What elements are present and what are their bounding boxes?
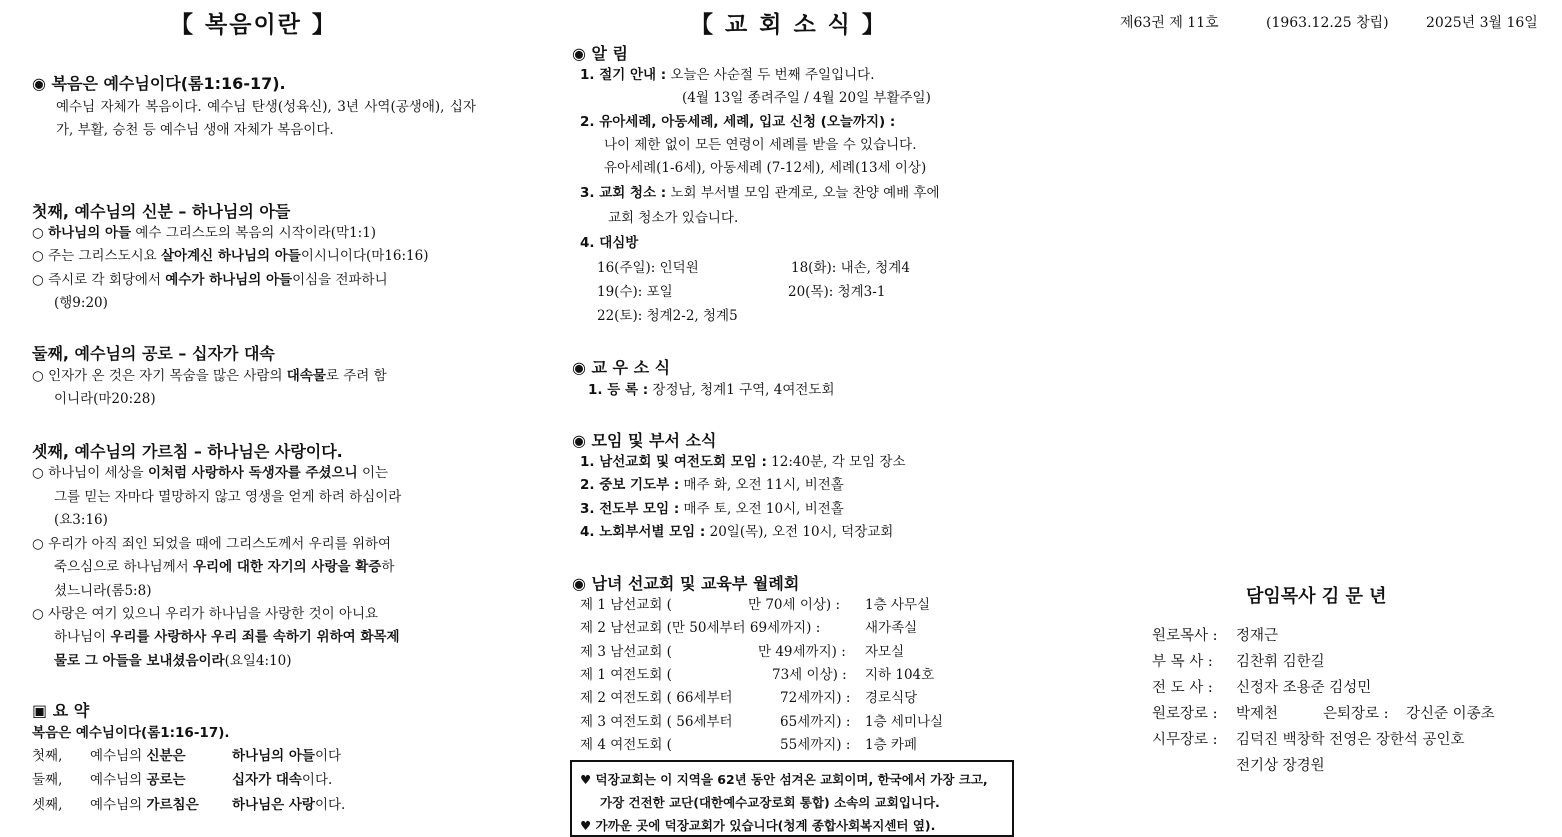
box-line: ♥ 가까운 곳에 덕장교회가 있습니다(청계 종합사회복지센터 옆).	[580, 818, 936, 833]
gospel-intro: 예수님 자체가 복음이다. 예수님 탄생(성육신), 3년 사역(공생애), 십자가, 부활, 승천 등 예수님 생애 자체가 복음이다.	[56, 99, 476, 138]
staff-label: 전 도 사 :	[1152, 680, 1213, 696]
monthly-row-age: 72세까지) :	[780, 690, 851, 706]
member-heading: ◉ 교 우 소 식	[572, 358, 671, 377]
summary-line: 둘째,	[32, 772, 63, 788]
notice-item: 3. 교회 청소 : 노회 부서별 모임 관계로, 오늘 찬양 예배 후에	[580, 185, 940, 201]
summary-line: 하나님은 사랑이다.	[232, 797, 346, 813]
summary-line: 복음은 예수님이다(롬1:16-17).	[32, 725, 230, 741]
summary-heading: ▣ 요 약	[32, 701, 90, 720]
notice-item: 1. 절기 안내 : 오늘은 사순절 두 번째 주일입니다.	[580, 67, 875, 83]
visit-item: 19(수): 포일	[597, 284, 673, 300]
visit-item: 18(화): 내손, 청계4	[791, 260, 910, 276]
third-heading: 셋째, 예수님의 가르침 – 하나님은 사랑이다.	[32, 442, 343, 461]
verse-ref: 셨느니라(롬5:8)	[54, 583, 152, 599]
verse-line: ○ 인자가 온 것은 자기 목숨을 많은 사람의 대속물로 주려 함	[32, 368, 387, 384]
box-line: ♥ 덕장교회는 이 지역을 62년 동안 섬겨온 교회이며, 한국에서 가장 크고,	[580, 772, 988, 787]
staff-label: 원로장로 :	[1152, 706, 1218, 722]
monthly-row-age: 55세까지) :	[780, 737, 851, 753]
monthly-row-place: 경로식당	[865, 690, 918, 706]
verse-line: 죽으심으로 하나님께서 우리에 대한 자기의 사랑을 확증하	[54, 559, 395, 575]
staff-names: 강신준 이종초	[1406, 706, 1495, 722]
gospel-heading: ◉ 복음은 예수님이다(롬1:16-17).	[32, 74, 286, 93]
monthly-row-name: 제 1 여전도회 (	[580, 667, 672, 683]
notice-sub: 나이 제한 없이 모든 연령이 세례를 받을 수 있습니다.	[604, 137, 917, 153]
gospel-title: 【 복음이란 】	[170, 11, 337, 38]
monthly-row-name: 제 3 남선교회 (	[580, 644, 672, 660]
monthly-row-age: 만 70세 이상) :	[748, 597, 841, 613]
staff-names: 신정자 조용준 김성민	[1236, 680, 1372, 696]
verse-line: 하나님이 우리를 사랑하사 우리 죄를 속하기 위하여 화목제	[54, 629, 400, 645]
visit-item: 20(목): 청계3-1	[788, 284, 886, 300]
group-item: 2. 중보 기도부 : 매주 화, 오전 11시, 비전홀	[580, 477, 844, 493]
staff-names: 박제천	[1236, 706, 1279, 722]
member-item: 1. 등 록 : 장정남, 청계1 구역, 4여전도회	[588, 382, 835, 398]
notice-item: 2. 유아세례, 아동세례, 세례, 입교 신청 (오늘까지) :	[580, 114, 896, 130]
monthly-row-place: 자모실	[865, 644, 905, 660]
group-item: 1. 남선교회 및 여전도회 모임 : 12:40분, 각 모임 장소	[580, 454, 906, 470]
verse-line: ○ 하나님의 아들 예수 그리스도의 복음의 시작이라(막1:1)	[32, 225, 377, 241]
box-line: 가장 건전한 교단(대한예수교장로회 통합) 소속의 교회입니다.	[600, 795, 940, 810]
verse-line: 그를 믿는 자마다 멸망하지 않고 영생을 얻게 하려 하심이라	[54, 489, 402, 505]
monthly-row-place: 새가족실	[865, 620, 918, 636]
summary-line: 예수님의 신분은	[90, 748, 186, 764]
volume-number: 제63권 제 11호	[1120, 15, 1219, 31]
monthly-row-place: 1층 사무실	[865, 597, 931, 613]
staff-label: 부 목 사 :	[1152, 654, 1213, 670]
notice-sub: 교회 청소가 있습니다.	[608, 210, 739, 226]
second-heading: 둘째, 예수님의 공로 – 십자가 대속	[32, 344, 275, 363]
staff-names: 김찬휘 김한길	[1236, 654, 1325, 670]
founded-date: (1963.12.25 창립)	[1266, 15, 1389, 31]
verse-ref: 이니라(마20:28)	[54, 391, 156, 407]
visit-item: 16(주일): 인덕원	[597, 260, 699, 276]
summary-line: 예수님의 공로는	[90, 772, 186, 788]
summary-line: 하나님의 아들이다	[232, 748, 342, 764]
staff-label: 시무장로 :	[1152, 732, 1218, 748]
notice-heading: ◉ 알 림	[572, 44, 629, 63]
group-item: 3. 전도부 모임 : 매주 토, 오전 10시, 비전홀	[580, 501, 844, 517]
verse-ref: (요3:16)	[54, 512, 108, 528]
monthly-row-name: 제 3 여전도회 ( 56세부터	[580, 714, 733, 730]
verse-line: ○ 사랑은 여기 있으니 우리가 하나님을 사랑한 것이 아니요	[32, 606, 379, 622]
verse-line: ○ 우리가 아직 죄인 되었을 때에 그리스도께서 우리를 위하여	[32, 536, 392, 552]
verse-line: ○ 즉시로 각 회당에서 예수가 하나님의 아들이심을 전파하니	[32, 272, 388, 288]
monthly-heading: ◉ 남녀 선교회 및 교육부 월례회	[572, 574, 800, 593]
monthly-row-name: 제 2 남선교회 (만 50세부터 69세까지) :	[580, 620, 821, 636]
staff-label: 원로목사 :	[1152, 628, 1218, 644]
summary-line: 십자가 대속이다.	[232, 772, 333, 788]
monthly-row-age: 만 49세까지) :	[758, 644, 846, 660]
monthly-row-place: 지하 104호	[865, 667, 935, 683]
monthly-row-name: 제 2 여전도회 ( 66세부터	[580, 690, 733, 706]
monthly-row-age: 65세까지) :	[780, 714, 851, 730]
notice-item: 4. 대심방	[580, 235, 639, 251]
notice-sub: 유아세례(1-6세), 아동세례 (7-12세), 세례(13세 이상)	[604, 160, 927, 176]
staff-names: 정재근	[1236, 628, 1279, 644]
summary-line: 예수님의 가르침은	[90, 797, 199, 813]
staff-label: 은퇴장로 :	[1323, 706, 1389, 722]
church-intro-box	[570, 760, 1014, 837]
verse-line: ○ 하나님이 세상을 이처럼 사랑하사 독생자를 주셨으니 이는	[32, 465, 389, 481]
verse-ref: (행9:20)	[54, 295, 108, 311]
verse-line: 물로 그 아들을 보내셨음이라(요일4:10)	[54, 653, 292, 669]
staff-names: 김덕진 백창학 전영은 장한석 공인호	[1236, 732, 1465, 748]
notice-sub: (4월 13일 종려주일 / 4월 20일 부활주일)	[682, 90, 931, 106]
group-heading: ◉ 모임 및 부서 소식	[572, 431, 717, 450]
summary-line: 첫째,	[32, 748, 63, 764]
summary-line: 셋째,	[32, 797, 63, 813]
news-title: 【 교 회 소 식 】	[690, 11, 887, 38]
visit-item: 22(토): 청계2-2, 청계5	[597, 308, 738, 324]
bulletin-date: 2025년 3월 16일	[1426, 15, 1538, 31]
group-item: 4. 노회부서별 모임 : 20일(목), 오전 10시, 덕장교회	[580, 524, 894, 540]
monthly-row-name: 제 1 남선교회 (	[580, 597, 672, 613]
monthly-row-place: 1층 카페	[865, 737, 918, 753]
senior-pastor: 담임목사 김 문 년	[1246, 586, 1387, 607]
verse-line: ○ 주는 그리스도시요 살아계신 하나님의 아들이시니이다(마16:16)	[32, 248, 429, 264]
monthly-row-place: 1층 세미나실	[865, 714, 944, 730]
staff-names: 전기상 장경원	[1236, 758, 1325, 774]
monthly-row-age: 73세 이상) :	[772, 667, 847, 683]
first-heading: 첫째, 예수님의 신분 – 하나님의 아들	[32, 202, 291, 221]
monthly-row-name: 제 4 여전도회 (	[580, 737, 672, 753]
